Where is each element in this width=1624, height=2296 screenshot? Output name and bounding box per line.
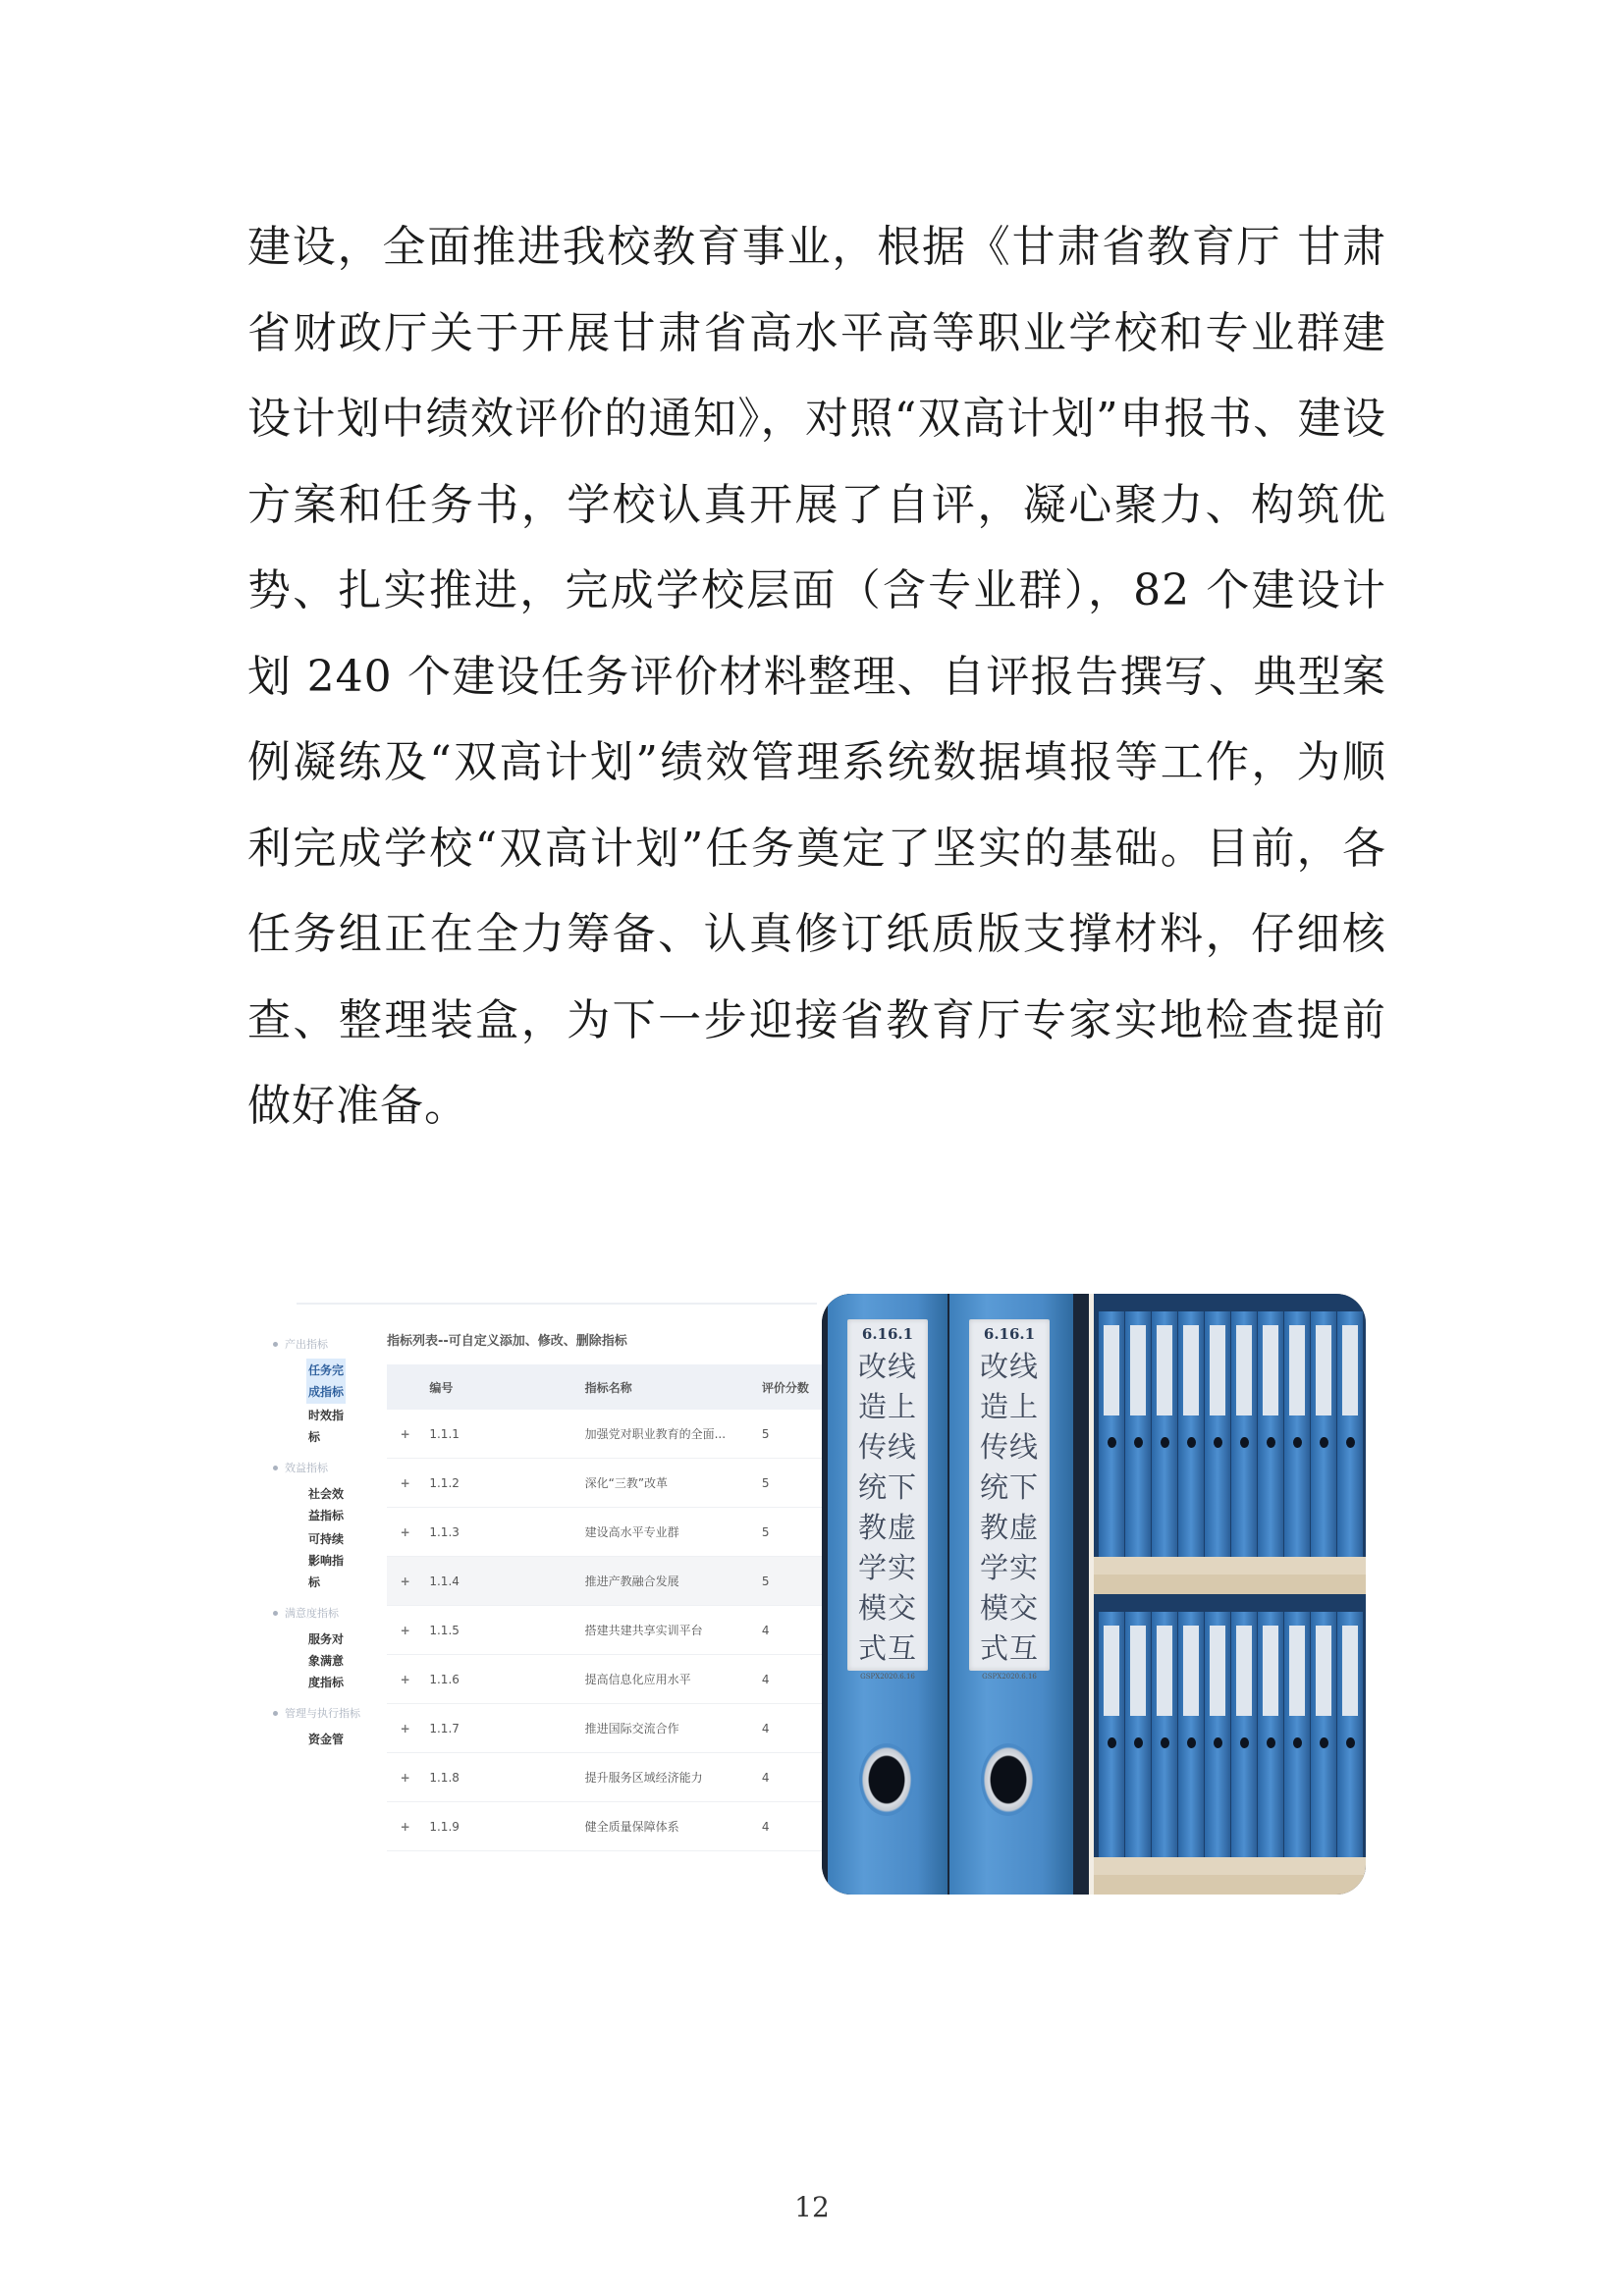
bullet-icon [273, 1611, 278, 1616]
spine-code: 6.16.1 [983, 1325, 1036, 1343]
column-header-score: 评价分数 [756, 1364, 823, 1410]
spine-title: 改线造上传线统下教虚学实模交式互 [980, 1350, 1040, 1665]
expand-toggle[interactable]: + [387, 1508, 423, 1557]
shelf-binder [1151, 1311, 1177, 1557]
expand-toggle[interactable]: + [387, 1557, 423, 1606]
indicator-score: 4 [756, 1655, 823, 1704]
indicator-name: 建设高水平专业群 [579, 1508, 756, 1557]
shelf-binder [1336, 1612, 1363, 1857]
shelf-binder [1230, 1311, 1257, 1557]
expand-toggle[interactable]: + [387, 1753, 423, 1802]
expand-toggle[interactable]: + [387, 1655, 423, 1704]
table-row[interactable] [387, 1508, 823, 1557]
tree-group[interactable] [267, 1459, 348, 1476]
expand-toggle[interactable]: + [387, 1704, 423, 1753]
indicator-score: 5 [756, 1508, 823, 1557]
bullet-icon [273, 1342, 278, 1347]
spine-foot: GSPX2020.6.16 [860, 1673, 915, 1681]
shelf-binder [1098, 1612, 1124, 1857]
indicator-score: 5 [756, 1459, 823, 1508]
table-row[interactable] [387, 1557, 823, 1606]
indicator-code: 1.1.7 [423, 1704, 578, 1753]
shelf-board [1094, 1857, 1366, 1875]
indicator-tree [267, 1325, 360, 1751]
indicator-code: 1.1.1 [423, 1410, 578, 1459]
finger-hole-icon [859, 1743, 914, 1816]
indicator-code: 1.1.9 [423, 1802, 578, 1851]
indicator-score: 4 [756, 1704, 823, 1753]
page-number: 12 [794, 2191, 830, 2223]
tree-item[interactable]: 社会效益指标 [308, 1487, 345, 1522]
shelf-binder [1257, 1612, 1283, 1857]
binder-closeup [822, 1294, 1089, 1895]
shelf-binder [1336, 1311, 1363, 1557]
indicator-name: 推进国际交流合作 [579, 1704, 756, 1753]
tree-group[interactable] [267, 1704, 360, 1722]
indicator-score: 5 [756, 1410, 823, 1459]
shelf-binder [1283, 1311, 1310, 1557]
indicator-name: 加强党对职业教育的全面... [579, 1410, 756, 1459]
expand-toggle[interactable]: + [387, 1459, 423, 1508]
table-row[interactable] [387, 1802, 823, 1851]
table-row[interactable] [387, 1410, 823, 1459]
shelf-photos [1094, 1294, 1366, 1895]
table-row[interactable] [387, 1753, 823, 1802]
indicator-code: 1.1.5 [423, 1606, 578, 1655]
finger-hole-icon [981, 1743, 1036, 1816]
tree-item[interactable]: 服务对象满意度指标 [308, 1632, 345, 1689]
indicator-code: 1.1.2 [423, 1459, 578, 1508]
bullet-icon [273, 1466, 278, 1470]
tree-item[interactable]: 任务完成指标 [306, 1359, 346, 1404]
tree-group[interactable] [267, 1335, 348, 1353]
indicator-name: 搭建共建共享实训平台 [579, 1606, 756, 1655]
shelf-binder [1310, 1612, 1336, 1857]
table-row[interactable] [387, 1655, 823, 1704]
tree-group-label: 产出指标 [285, 1338, 328, 1351]
body-paragraph: 建设，全面推进我校教育事业，根据《甘肃省教育厅 甘肃省财政厅关于开展甘肃省高水平高等职业学校和专业群建设计划中绩效评价的通知》，对照“双高计划”申报书、建设方案和任务书，学校认真开展了自评，凝心聚力、构筑优势、扎实推进，完成学校层面（含专业群），82 个建设计划 240 个建设任务评价材料整理、自评报告撰写、典型案例凝练及“双高计划”绩效管理系统数据填报等工作，为顺利完成学校“双高计划”任务奠定了坚实的基础。目前，各任务组正在全力筹备、认真修订纸质版支撑材料，仔细核查、整理装盒，为下一步迎接省教育厅专家实地检查提前做好准备。 [247, 222, 1386, 1131]
bullet-icon [273, 1711, 278, 1716]
list-title: 指标列表--可自定义添加、修改、删除指标 [387, 1334, 627, 1349]
indicator-name: 提高信息化应用水平 [579, 1655, 756, 1704]
tree-item[interactable]: 资金管 [308, 1733, 345, 1746]
shelf-binder [1124, 1612, 1151, 1857]
shelf-board [1094, 1557, 1366, 1575]
shelf-binder [1204, 1311, 1230, 1557]
indicator-score: 4 [756, 1753, 823, 1802]
spine-title: 改线造上传线统下教虚学实模交式互 [858, 1350, 918, 1665]
binder [949, 1294, 1073, 1895]
table-row[interactable] [387, 1704, 823, 1753]
shelf-binder [1310, 1311, 1336, 1557]
tree-group-label: 满意度指标 [285, 1607, 339, 1620]
shelf-binder [1124, 1311, 1151, 1557]
column-header-code: 编号 [423, 1364, 578, 1410]
shelf-binder [1177, 1612, 1204, 1857]
indicator-name: 推进产教融合发展 [579, 1557, 756, 1606]
column-header-name: 指标名称 [579, 1364, 756, 1410]
spine-label [969, 1319, 1050, 1681]
indicator-name: 深化“三教”改革 [579, 1459, 756, 1508]
spine-foot: GSPX2020.6.16 [982, 1673, 1037, 1681]
indicator-table [387, 1364, 823, 1851]
indicator-score: 4 [756, 1606, 823, 1655]
indicator-list-screenshot [257, 1286, 825, 1885]
shelf-binder [1177, 1311, 1204, 1557]
column-header [387, 1364, 423, 1410]
table-row[interactable] [387, 1459, 823, 1508]
shelf-row [1094, 1594, 1366, 1875]
indicator-name: 提升服务区域经济能力 [579, 1753, 756, 1802]
tree-group-label: 管理与执行指标 [285, 1707, 360, 1720]
shelf-binder [1257, 1311, 1283, 1557]
expand-toggle[interactable]: + [387, 1802, 423, 1851]
indicator-code: 1.1.3 [423, 1508, 578, 1557]
tree-group[interactable] [267, 1604, 348, 1622]
expand-toggle[interactable]: + [387, 1606, 423, 1655]
shelf-binder [1204, 1612, 1230, 1857]
shelf-binder [1230, 1612, 1257, 1857]
binders-photo [822, 1294, 1366, 1895]
spine-label [847, 1319, 928, 1681]
table-row[interactable] [387, 1606, 823, 1655]
indicator-name: 健全质量保障体系 [579, 1802, 756, 1851]
binder [828, 1294, 947, 1895]
shelf-binder [1098, 1311, 1124, 1557]
shelf-binder [1151, 1612, 1177, 1857]
expand-toggle[interactable]: + [387, 1410, 423, 1459]
shelf-binder [1283, 1612, 1310, 1857]
indicator-score: 4 [756, 1802, 823, 1851]
indicator-code: 1.1.6 [423, 1655, 578, 1704]
tree-item[interactable]: 时效指标 [308, 1409, 345, 1444]
indicator-score: 5 [756, 1557, 823, 1606]
indicator-code: 1.1.4 [423, 1557, 578, 1606]
table-header-row [387, 1364, 823, 1410]
tree-item[interactable]: 可持续影响指标 [308, 1532, 345, 1589]
indicator-code: 1.1.8 [423, 1753, 578, 1802]
tree-group-label: 效益指标 [285, 1462, 328, 1474]
spine-code: 6.16.1 [861, 1325, 914, 1343]
shelf-row [1094, 1294, 1366, 1575]
divider [297, 1303, 817, 1305]
